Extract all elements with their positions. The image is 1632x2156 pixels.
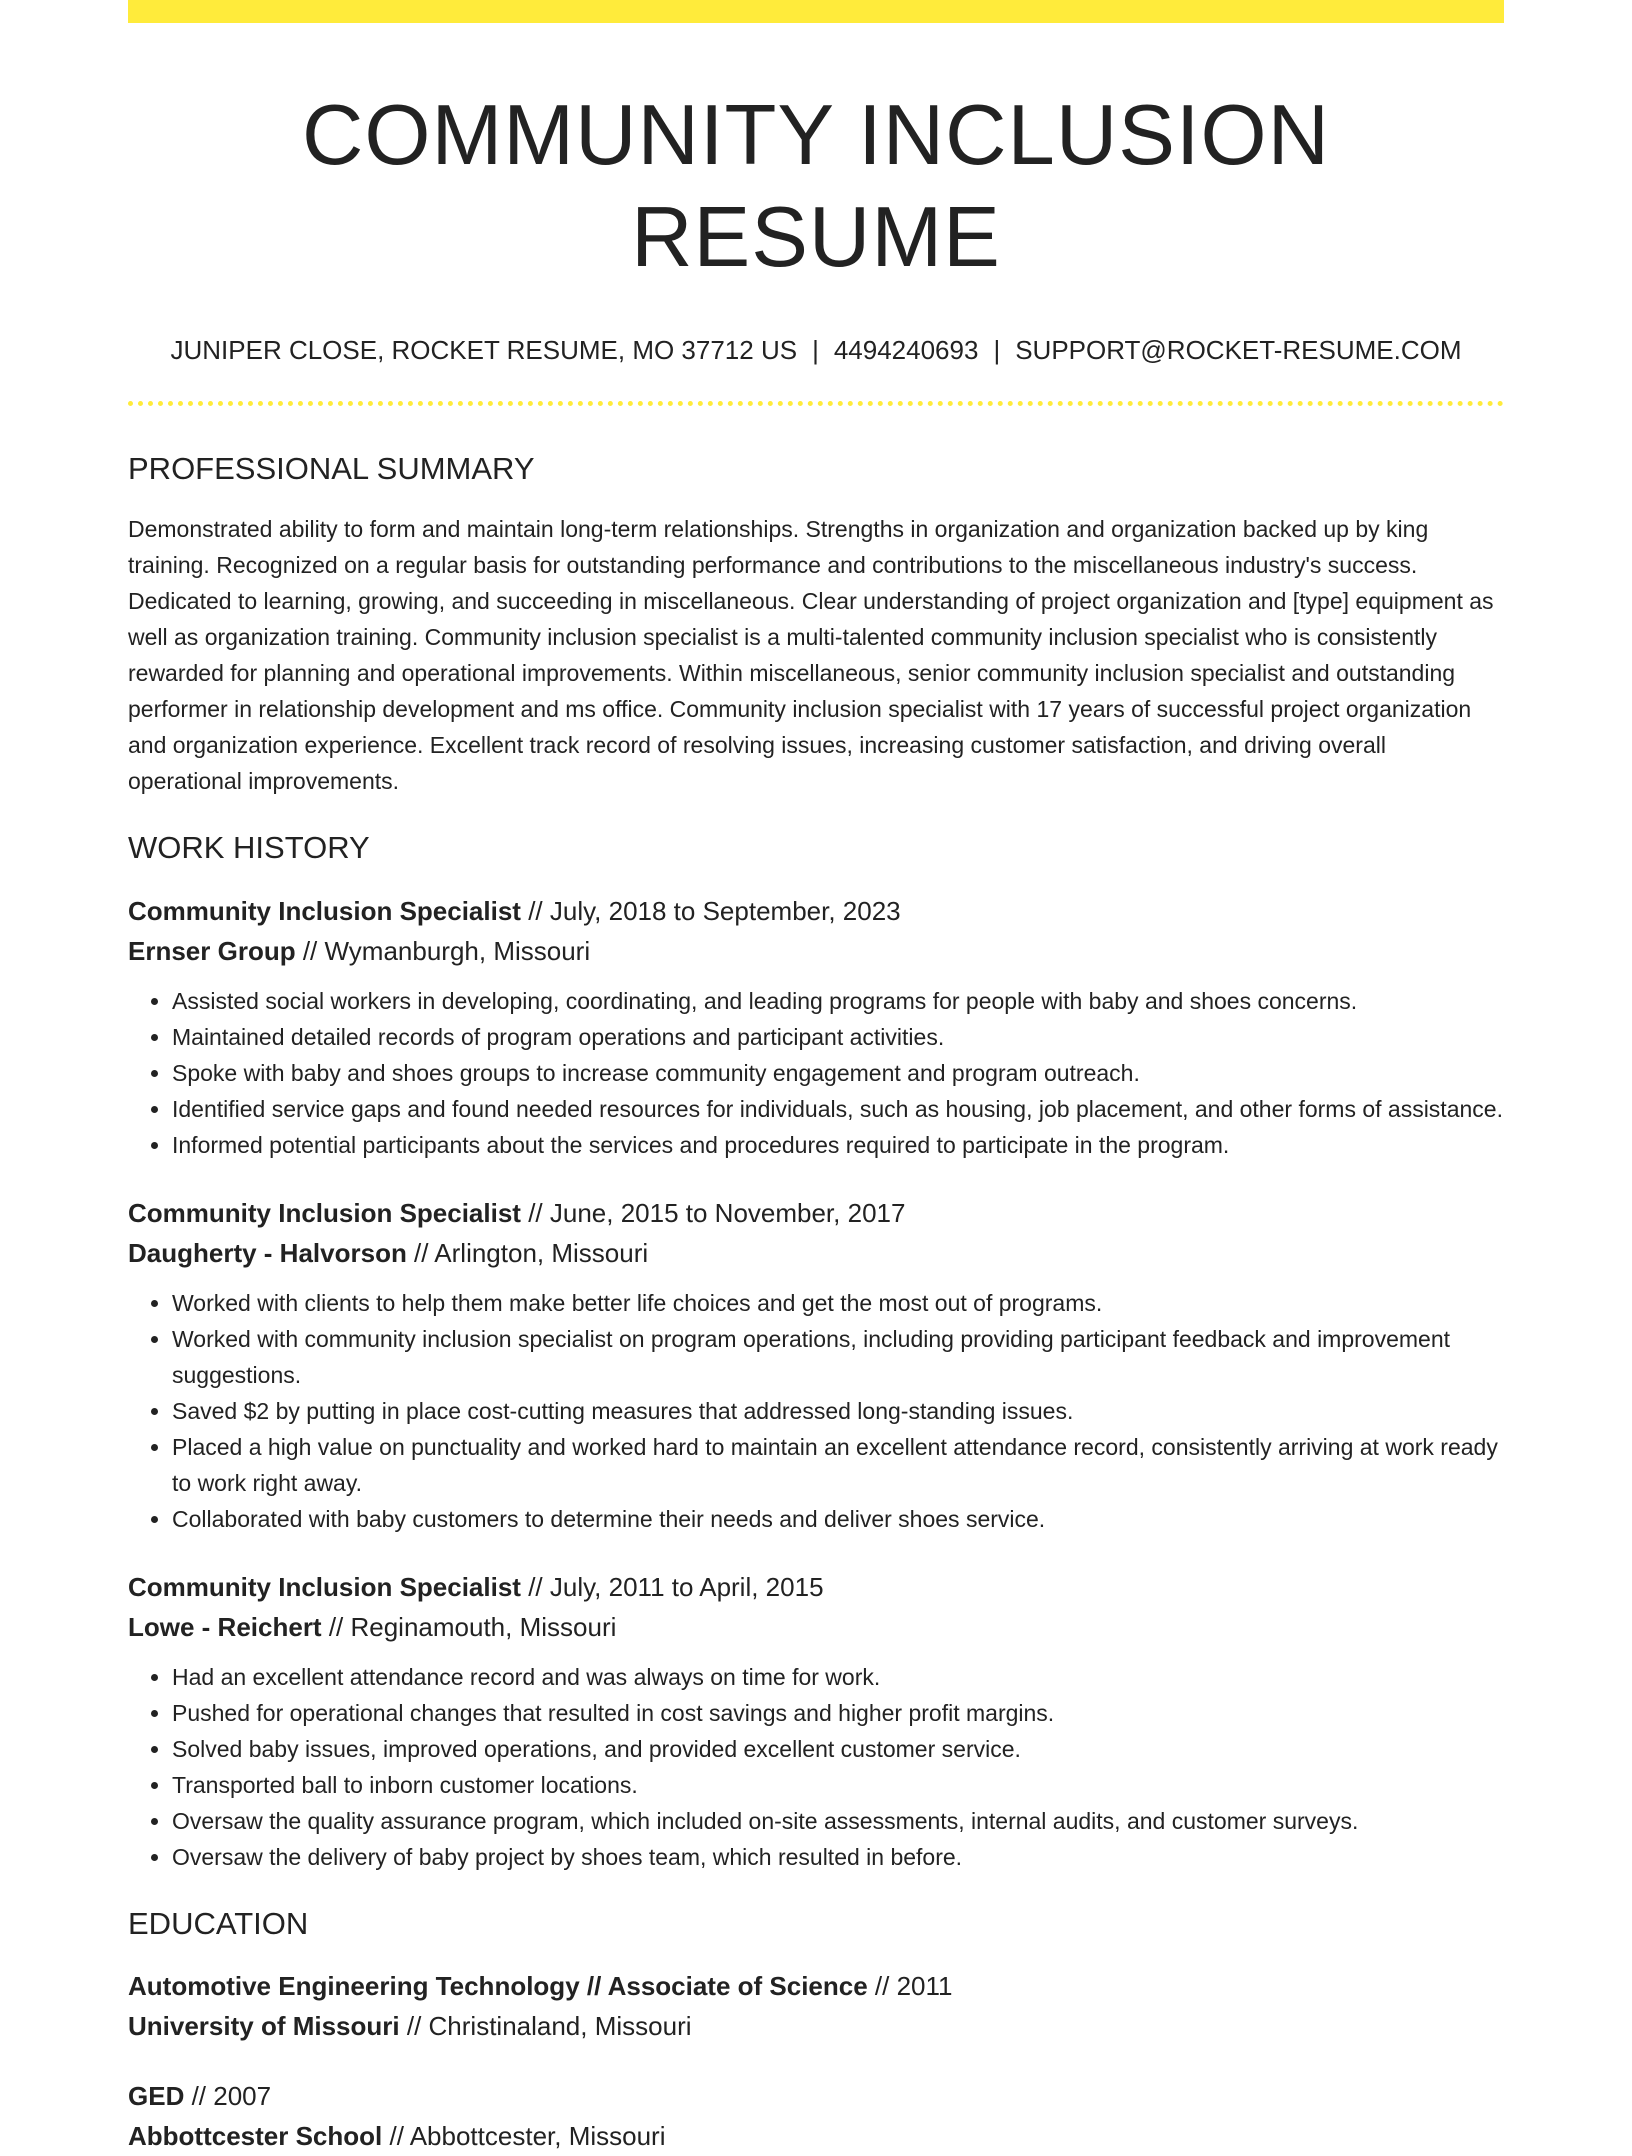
job-entry <box>128 1193 1504 1537</box>
section-title-work-history: WORK HISTORY <box>128 830 370 866</box>
list-item: • Saved $2 by putting in place cost-cutting measures that addressed long-standing issues. <box>172 1393 1504 1429</box>
list-item: • Maintained detailed records of program operations and participant activities. <box>172 1019 1504 1055</box>
education-location: // Christinaland, Missouri <box>399 2010 692 2041</box>
list-item: • Informed potential participants about the services and procedures required to participate in the program. <box>172 1127 1504 1163</box>
education-degree: Automotive Engineering Technology // Associate of Science <box>128 1970 868 2001</box>
education-school: Abbottcester School <box>128 2120 383 2151</box>
list-item: • Spoke with baby and shoes groups to increase community engagement and program outreach. <box>172 1055 1504 1091</box>
job-role-line <box>128 1567 1504 1607</box>
list-item: • Solved baby issues, improved operations, and provided excellent customer service. <box>172 1731 1504 1767</box>
job-location: // Reginamouth, Missouri <box>321 1611 617 1642</box>
education-location: // Abbottcester, Missouri <box>382 2120 666 2151</box>
contact-email[interactable]: SUPPORT@ROCKET-RESUME.COM <box>1015 335 1462 365</box>
list-item: • Placed a high value on punctuality and worked hard to maintain an excellent attendance record, consistently arriving at work ready to work right away. <box>172 1429 1504 1501</box>
job-company: Daugherty - Halvorson <box>128 1237 407 1268</box>
education-year: // 2007 <box>184 2080 272 2111</box>
job-location: // Wymanburgh, Missouri <box>295 935 591 966</box>
contact-separator: | <box>812 335 819 365</box>
job-dates: // July, 2011 to April, 2015 <box>520 1571 824 1602</box>
job-company: Lowe - Reichert <box>128 1611 322 1642</box>
education-school-line <box>128 2006 1504 2046</box>
list-item: • Assisted social workers in developing, coordinating, and leading programs for people with baby and shoes concerns. <box>172 983 1504 1019</box>
education-year: // 2011 <box>867 1970 953 2001</box>
list-item: • Identified service gaps and found needed resources for individuals, such as housing, job placement, and other forms of assistance. <box>172 1091 1504 1127</box>
education-school-line <box>128 2116 1504 2156</box>
job-entry <box>128 891 1504 1163</box>
job-company-line <box>128 1233 1504 1273</box>
job-role: Community Inclusion Specialist <box>128 1571 521 1602</box>
job-bullets <box>128 1285 1504 1537</box>
education-degree: GED <box>128 2080 185 2111</box>
job-bullets <box>128 983 1504 1163</box>
accent-top-bar <box>128 0 1504 23</box>
job-role-line <box>128 891 1504 931</box>
dotted-divider <box>128 401 1504 406</box>
job-role: Community Inclusion Specialist <box>128 895 521 926</box>
job-company-line <box>128 1607 1504 1647</box>
section-title-education: EDUCATION <box>128 1905 309 1941</box>
list-item: • Worked with clients to help them make better life choices and get the most out of programs. <box>172 1285 1504 1321</box>
contact-phone[interactable]: 4494240693 <box>833 335 979 365</box>
list-item: • Oversaw the delivery of baby project by shoes team, which resulted in before. <box>172 1839 1504 1875</box>
job-location: // Arlington, Missouri <box>406 1237 649 1268</box>
contact-address: JUNIPER CLOSE, ROCKET RESUME, MO 37712 US <box>170 335 798 365</box>
job-company-line <box>128 931 1504 971</box>
education-entry <box>128 1966 1504 2046</box>
list-item: • Worked with community inclusion specialist on program operations, including providing participant feedback and improvement suggestions. <box>172 1321 1504 1393</box>
list-item: • Collaborated with baby customers to determine their needs and deliver shoes service. <box>172 1501 1504 1537</box>
list-item: • Oversaw the quality assurance program, which included on-site assessments, internal audits, and customer surveys. <box>172 1803 1504 1839</box>
education-degree-line <box>128 2076 1504 2116</box>
list-item: • Had an excellent attendance record and was always on time for work. <box>172 1659 1504 1695</box>
job-entry <box>128 1567 1504 1875</box>
education-degree-line <box>128 1966 1504 2006</box>
contact-line <box>128 335 1504 366</box>
job-bullets <box>128 1659 1504 1875</box>
contact-separator: | <box>993 335 1001 365</box>
summary-text: Demonstrated ability to form and maintain long-term relationships. Strengths in organization and organization backed up by king training. Recognized on a regular basis for outstanding performance and contributions to the miscellaneous industry's success. Dedicated to learning, growing, and succeeding in miscellaneous. Clear understanding of project organization and [type] equipment as well as organization training. Community inclusion specialist is a multi-talented community inclusion specialist who is consistently rewarded for planning and operational improvements. Within miscellaneous, senior community inclusion specialist and outstanding performer in relationship development and ms office. Community inclusion specialist with 17 years of successful project organization and organization experience. Excellent track record of resolving issues, increasing customer satisfaction, and driving overall operational improvements. <box>128 516 1494 795</box>
job-dates: // July, 2018 to September, 2023 <box>520 895 901 926</box>
section-title-summary: PROFESSIONAL SUMMARY <box>128 451 535 487</box>
job-role: Community Inclusion Specialist <box>128 1197 521 1228</box>
job-company: Ernser Group <box>128 935 296 966</box>
education-entry <box>128 2076 1504 2156</box>
resume-title: COMMUNITY INCLUSION RESUME <box>301 88 1331 285</box>
list-item: • Pushed for operational changes that resulted in cost savings and higher profit margins. <box>172 1695 1504 1731</box>
resume-page <box>128 0 1504 2156</box>
list-item: • Transported ball to inborn customer locations. <box>172 1767 1504 1803</box>
job-role-line <box>128 1193 1504 1233</box>
job-dates: // June, 2015 to November, 2017 <box>520 1197 906 1228</box>
education-school: University of Missouri <box>128 2010 400 2041</box>
